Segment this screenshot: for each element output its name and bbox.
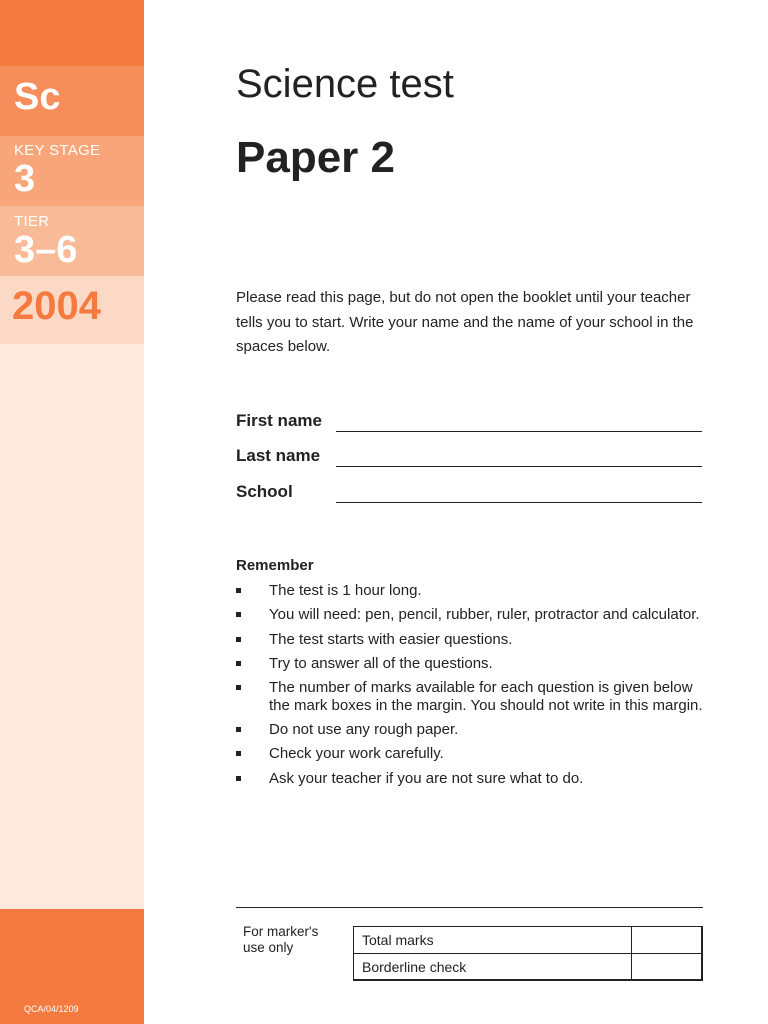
- first-name-field[interactable]: [236, 411, 702, 435]
- last-name-line[interactable]: [336, 466, 702, 467]
- list-item: The number of marks available for each question is given below the mark boxes in the margin. You should not write in this margin.: [236, 679, 706, 714]
- tier-range: 3–6: [14, 229, 78, 271]
- first-name-label: First name: [236, 411, 322, 430]
- intro-text: Please read this page, but do not open the booklet until your teacher tells you to start. Write your name and the name of your school in the spaces below.: [236, 289, 694, 355]
- list-item: Do not use any rough paper.: [236, 721, 706, 739]
- list-item: You will need: pen, pencil, rubber, ruler, protractor and calculator.: [236, 606, 706, 624]
- paper-title: Paper 2: [236, 133, 395, 182]
- first-name-line[interactable]: [336, 431, 702, 432]
- last-name-label: Last name: [236, 446, 321, 465]
- borderline-check-label: Borderline check: [362, 959, 467, 975]
- page-title: Science test: [236, 62, 454, 106]
- marks-table: [353, 926, 703, 981]
- school-line[interactable]: [336, 502, 702, 503]
- tier-label: TIER: [14, 213, 50, 230]
- remember-heading: Remember: [236, 557, 314, 574]
- tier-block: [0, 206, 144, 276]
- bullet-icon: [236, 612, 241, 617]
- sidebar-bottom-band: [0, 909, 144, 1024]
- list-item: Try to answer all of the questions.: [236, 655, 706, 673]
- bullet-icon: [236, 661, 241, 666]
- total-marks-label: Total marks: [362, 932, 434, 948]
- borderline-check-row: [354, 954, 701, 981]
- marker-divider: [236, 907, 703, 908]
- borderline-check-box[interactable]: [631, 954, 702, 981]
- bullet-icon: [236, 727, 241, 732]
- total-marks-row: [354, 927, 701, 954]
- key-stage-label: KEY STAGE: [14, 142, 101, 159]
- subject-block: [0, 66, 144, 136]
- sidebar: [0, 0, 144, 1024]
- key-stage-number: 3: [14, 158, 36, 200]
- last-name-field[interactable]: [236, 446, 702, 470]
- marker-note: For marker's use only: [243, 924, 319, 955]
- instructions-list: [236, 582, 706, 794]
- bullet-icon: [236, 685, 241, 690]
- key-stage-block: [0, 136, 144, 206]
- list-item: The test starts with easier questions.: [236, 631, 706, 649]
- total-marks-box[interactable]: [631, 927, 702, 953]
- year-block: [0, 276, 144, 344]
- bullet-icon: [236, 588, 241, 593]
- list-item: The test is 1 hour long.: [236, 582, 706, 600]
- document-code: QCA/04/1209: [24, 1004, 79, 1014]
- year: 2004: [12, 284, 101, 328]
- school-field[interactable]: [236, 482, 702, 506]
- list-item: Check your work carefully.: [236, 745, 706, 763]
- sidebar-top-band: [0, 0, 144, 66]
- subject-code: Sc: [14, 76, 61, 118]
- bullet-icon: [236, 776, 241, 781]
- school-label: School: [236, 482, 293, 501]
- bullet-icon: [236, 751, 241, 756]
- list-item: Ask your teacher if you are not sure what to do.: [236, 770, 706, 788]
- bullet-icon: [236, 637, 241, 642]
